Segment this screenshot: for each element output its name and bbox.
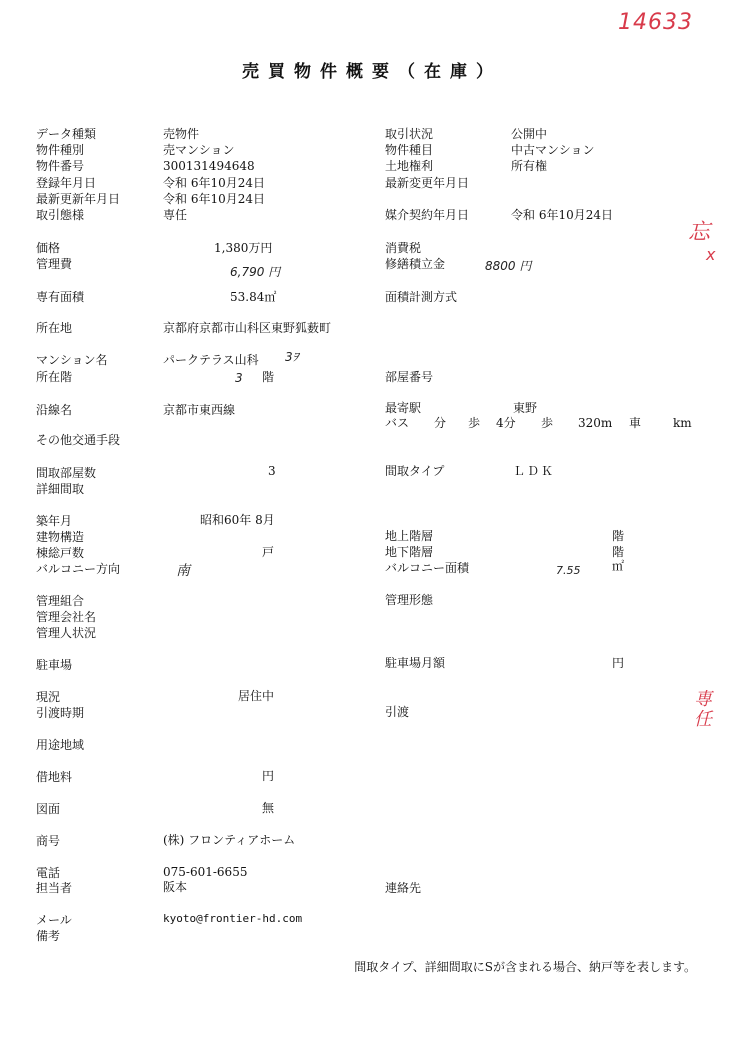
label-land-rights: 土地権利 bbox=[385, 159, 434, 173]
value-drawing: 無 bbox=[262, 801, 275, 815]
value-person-in-charge: 阪本 bbox=[163, 880, 188, 894]
value-phone: 075-601-6655 bbox=[163, 865, 248, 879]
label-email: メール bbox=[36, 913, 72, 927]
label-detailed-layout: 詳細間取 bbox=[36, 482, 85, 496]
value-parking-monthly-unit: 円 bbox=[612, 656, 625, 670]
value-built-date: 昭和60年 8月 bbox=[200, 513, 275, 527]
value-above-floors-unit: 階 bbox=[612, 529, 625, 543]
red-mark-1: 忘 bbox=[688, 220, 711, 245]
label-built-date: 築年月 bbox=[36, 514, 73, 528]
red-mark-x: x bbox=[706, 245, 716, 264]
label-management-association: 管理組合 bbox=[36, 594, 85, 608]
label-remarks: 備考 bbox=[36, 929, 61, 943]
car-label: 車 bbox=[629, 416, 642, 430]
label-parking: 駐車場 bbox=[36, 658, 73, 672]
label-agency-contract-date: 媒介契約年月日 bbox=[385, 208, 470, 222]
label-trade-name: 商号 bbox=[36, 834, 61, 848]
label-other-transport: その他交通手段 bbox=[36, 433, 121, 447]
value-current-status: 居住中 bbox=[238, 689, 275, 703]
label-land-rent: 借地料 bbox=[36, 770, 73, 784]
value-data-type: 売物件 bbox=[163, 127, 200, 141]
value-layout-type: ＬＤＫ bbox=[513, 464, 556, 478]
label-property-number: 物件番号 bbox=[36, 159, 85, 173]
value-land-rights: 所有権 bbox=[511, 159, 548, 173]
value-line-name: 京都市東西線 bbox=[163, 403, 236, 417]
label-exclusive-area: 専有面積 bbox=[36, 290, 85, 304]
value-repair-reserve: 8800 円 bbox=[485, 259, 532, 273]
value-transaction-status: 公開中 bbox=[511, 127, 548, 141]
label-transaction-mode: 取引態様 bbox=[36, 208, 85, 222]
label-balcony-area: バルコニー面積 bbox=[385, 561, 470, 575]
value-floor: 3 bbox=[235, 371, 243, 385]
label-registration-date: 登録年月日 bbox=[36, 176, 97, 190]
handwritten-number: 14633 bbox=[618, 10, 693, 35]
value-balcony-area: 7.55 bbox=[556, 564, 581, 577]
label-price: 価格 bbox=[36, 241, 61, 255]
value-email: kyoto@frontier-hd.com bbox=[163, 912, 303, 925]
label-room-number: 部屋番号 bbox=[385, 370, 434, 384]
label-balcony-direction: バルコニー方向 bbox=[36, 562, 121, 576]
km-label: km bbox=[673, 416, 692, 430]
value-registration-date: 令和 6年10月24日 bbox=[163, 176, 265, 190]
label-handover: 引渡 bbox=[385, 705, 410, 719]
label-above-floors: 地上階層 bbox=[385, 529, 434, 543]
value-agency-contract-date: 令和 6年10月24日 bbox=[511, 208, 613, 222]
value-total-units-unit: 戸 bbox=[262, 545, 275, 559]
value-nearest-station: 東野 bbox=[513, 401, 538, 415]
label-mansion-name: マンション名 bbox=[36, 353, 108, 367]
page-title: 売買物件概要（在庫） bbox=[242, 62, 502, 82]
value-mansion-building: 3ｦ bbox=[285, 350, 299, 364]
label-latest-change-date: 最新変更年月日 bbox=[385, 176, 470, 190]
value-property-item: 中古マンション bbox=[511, 143, 595, 157]
minutes-label: 分 bbox=[434, 416, 447, 430]
value-mansion-name: パークテラス山科 bbox=[163, 353, 259, 367]
label-zoning: 用途地域 bbox=[36, 738, 85, 752]
label-drawing: 図面 bbox=[36, 802, 61, 816]
label-property-item: 物件種目 bbox=[385, 143, 434, 157]
value-price: 1,380万円 bbox=[214, 241, 273, 255]
value-balcony-direction: 南 bbox=[176, 563, 190, 579]
walk-label-2: 歩 bbox=[541, 416, 554, 430]
label-last-update-date: 最新更新年月日 bbox=[36, 192, 121, 206]
value-exclusive-area: 53.84㎡ bbox=[230, 290, 277, 304]
label-handover-timing: 引渡時期 bbox=[36, 706, 85, 720]
label-phone: 電話 bbox=[36, 866, 61, 880]
label-layout-type: 間取タイプ bbox=[385, 464, 445, 478]
distance: 320m bbox=[578, 416, 613, 430]
value-floor-unit: 階 bbox=[262, 370, 275, 384]
label-current-status: 現況 bbox=[36, 690, 61, 704]
label-management-form: 管理形態 bbox=[385, 593, 434, 607]
label-line-name: 沿線名 bbox=[36, 403, 73, 417]
value-management-fee: 6,790 円 bbox=[230, 265, 281, 279]
value-property-number: 300131494648 bbox=[163, 159, 255, 173]
label-transaction-status: 取引状況 bbox=[385, 127, 434, 141]
label-below-floors: 地下階層 bbox=[385, 545, 434, 559]
label-structure: 建物構造 bbox=[36, 530, 85, 544]
label-area-measure-method: 面積計測方式 bbox=[385, 290, 458, 304]
label-management-fee: 管理費 bbox=[36, 257, 73, 271]
label-consumption-tax: 消費税 bbox=[385, 241, 422, 255]
walk-time: 4分 bbox=[496, 416, 516, 430]
label-floor: 所在階 bbox=[36, 370, 73, 384]
value-transaction-mode: 専任 bbox=[163, 208, 188, 222]
label-data-type: データ種類 bbox=[36, 127, 97, 141]
value-below-floors-unit: 階 bbox=[612, 545, 625, 559]
label-total-units: 棟総戸数 bbox=[36, 546, 85, 560]
label-repair-reserve: 修繕積立金 bbox=[385, 257, 446, 271]
label-nearest-station: 最寄駅 bbox=[385, 401, 422, 415]
bus-label: バス bbox=[385, 416, 410, 430]
footer-note: 間取タイプ、詳細間取にSが含まれる場合、納戸等を表します。 bbox=[354, 960, 696, 974]
label-rooms-count: 間取部屋数 bbox=[36, 466, 97, 480]
value-last-update-date: 令和 6年10月24日 bbox=[163, 192, 265, 206]
label-location: 所在地 bbox=[36, 321, 73, 335]
value-land-rent-unit: 円 bbox=[262, 769, 275, 783]
value-rooms-count: 3 bbox=[268, 464, 276, 478]
value-location: 京都府京都市山科区東野狐薮町 bbox=[163, 321, 332, 335]
label-contact: 連絡先 bbox=[385, 881, 422, 895]
red-mark-2: 専任 bbox=[694, 689, 712, 730]
label-manager-status: 管理人状況 bbox=[36, 626, 97, 640]
value-property-category: 売マンション bbox=[163, 143, 235, 157]
label-person-in-charge: 担当者 bbox=[36, 881, 73, 895]
label-property-category: 物件種別 bbox=[36, 143, 85, 157]
label-parking-monthly: 駐車場月額 bbox=[385, 656, 446, 670]
value-balcony-area-unit: ㎡ bbox=[612, 559, 625, 573]
value-trade-name: (株) フロンティアホーム bbox=[163, 833, 296, 847]
walk-label: 歩 bbox=[468, 416, 481, 430]
label-management-company: 管理会社名 bbox=[36, 610, 97, 624]
